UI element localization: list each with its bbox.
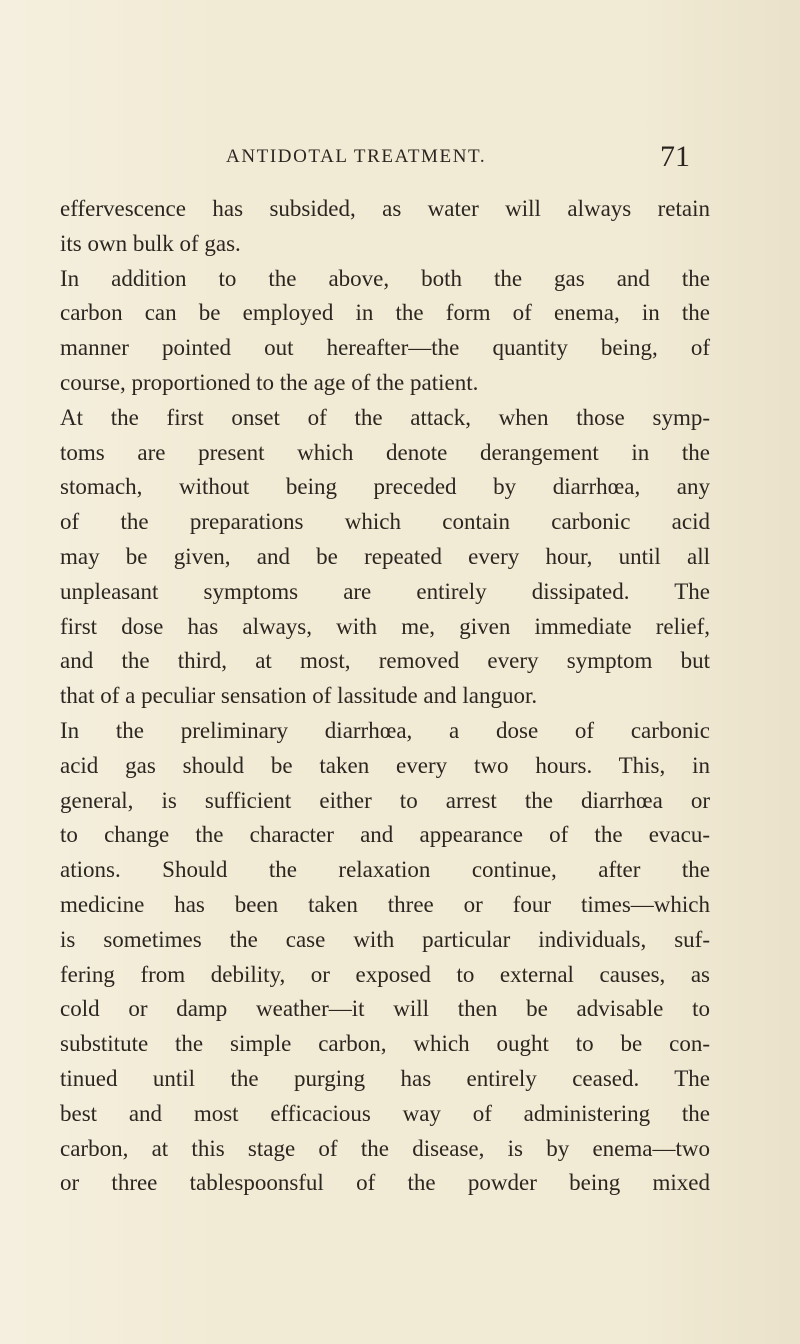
text-line: or three tablespoonsful of the powder being mixed [60, 1170, 710, 1196]
text-line: course, proportioned to the age of the patient. [60, 369, 479, 395]
text-line: best and most efficacious way of administering the [60, 1100, 710, 1126]
text-line: general, is sufficient either to arrest the diarrhœa or [60, 787, 710, 813]
text-line: to change the character and appearance of the evacu- [60, 822, 710, 848]
page-number: 71 [660, 140, 690, 173]
text-line: and the third, at most, removed every symptom but [60, 648, 710, 674]
running-head [60, 140, 690, 180]
text-line: substitute the simple carbon, which ought to be con- [60, 1031, 710, 1057]
text-line: In addition to the above, both the gas and the [60, 265, 710, 291]
text-line: carbon, at this stage of the disease, is by enema—two [60, 1135, 710, 1161]
text-line: may be given, and be repeated every hour, until all [60, 543, 710, 569]
text-line: tinued until the purging has entirely ceased. The [60, 1065, 710, 1091]
text-line: its own bulk of gas. [60, 230, 241, 256]
body-text [60, 192, 710, 1201]
text-line: manner pointed out hereafter—the quantity being, of [60, 335, 710, 361]
text-line: medicine has been taken three or four times—which [60, 891, 710, 917]
text-line: that of a peculiar sensation of lassitude and languor. [60, 683, 538, 709]
text-line: toms are present which denote derangement in the [60, 439, 710, 465]
text-line: effervescence has subsided, as water will always retain [60, 196, 710, 221]
text-line: cold or damp weather—it will then be advisable to [60, 996, 710, 1022]
text-line: At the first onset of the attack, when those symp- [60, 404, 710, 430]
running-head-title: ANTIDOTAL TREATMENT. [226, 146, 487, 167]
text-line: carbon can be employed in the form of enema, in the [60, 300, 710, 326]
text-line: acid gas should be taken every two hours. This, in [60, 752, 710, 778]
text-line: In the preliminary diarrhœa, a dose of carbonic [60, 717, 710, 743]
text-line: unpleasant symptoms are entirely dissipated. The [60, 578, 710, 604]
text-line: of the preparations which contain carbonic acid [60, 509, 710, 535]
text-line: is sometimes the case with particular individuals, suf- [60, 926, 710, 952]
text-line: first dose has always, with me, given immediate relief, [60, 613, 710, 639]
text-line: ations. Should the relaxation continue, after the [60, 857, 710, 883]
text-line: stomach, without being preceded by diarrhœa, any [60, 474, 710, 500]
text-line: fering from debility, or exposed to external causes, as [60, 961, 710, 987]
